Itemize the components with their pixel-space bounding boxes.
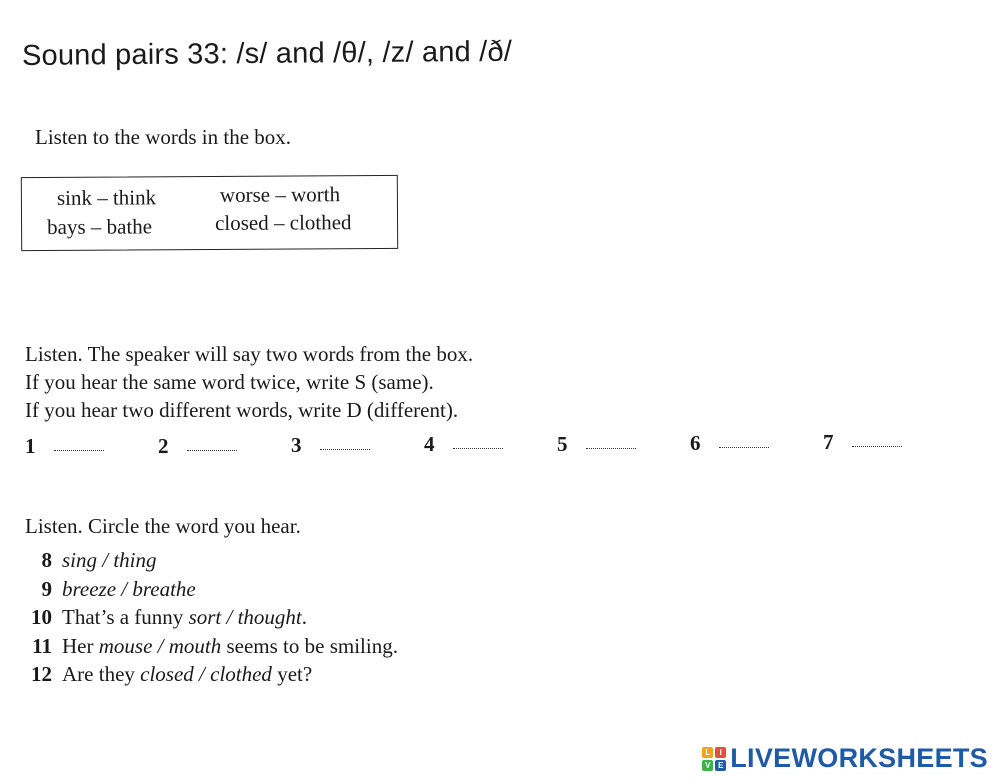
- answer-number: 3: [291, 433, 302, 457]
- page-title: Sound pairs 33: /s/ and /θ/, /z/ and /ð/: [21, 35, 513, 72]
- word-choice[interactable]: closed / clothed: [140, 662, 272, 686]
- question-item: [22, 577, 398, 606]
- answer-blank[interactable]: [719, 447, 769, 448]
- answer-blank[interactable]: [54, 450, 104, 451]
- logo-letter: E: [715, 760, 726, 771]
- question-text: Her: [62, 633, 99, 658]
- logo-letter: V: [702, 760, 713, 771]
- question-item: [22, 662, 398, 691]
- circle-instruction: Listen. Circle the word you hear.: [25, 514, 301, 538]
- instruction-line: If you hear the same word twice, write S (same).: [25, 370, 434, 394]
- answer-blank[interactable]: [453, 448, 503, 449]
- question-number: 10: [31, 605, 52, 629]
- answer-item[interactable]: [690, 431, 769, 456]
- instruction-line: If you hear two different words, write D (different).: [25, 398, 459, 422]
- question-number: 8: [41, 548, 52, 572]
- answer-item[interactable]: [823, 430, 902, 455]
- question-number: 12: [31, 662, 52, 686]
- question-item: [22, 548, 398, 577]
- answer-blank[interactable]: [320, 449, 370, 450]
- question-number: 9: [41, 576, 52, 601]
- word-choice[interactable]: mouse / mouth: [98, 633, 222, 658]
- word-choice[interactable]: sing / thing: [62, 548, 157, 572]
- answer-number: 2: [158, 434, 169, 458]
- question-text: .: [301, 605, 307, 629]
- instruction-line: Listen. The speaker will say two words from the box.: [25, 342, 474, 366]
- logo-letter: I: [715, 747, 726, 758]
- word-pair: sink – think: [56, 185, 157, 210]
- question-list: [22, 548, 398, 691]
- answer-blank[interactable]: [187, 450, 237, 451]
- answer-blank[interactable]: [852, 446, 902, 447]
- question-text: yet?: [271, 662, 313, 686]
- liveworksheets-logo: [702, 743, 988, 774]
- answer-number: 7: [823, 430, 834, 454]
- question-text: That’s a funny: [62, 605, 189, 629]
- answer-number: 1: [25, 434, 36, 458]
- answer-blank[interactable]: [586, 448, 636, 449]
- word-choice[interactable]: sort / thought: [188, 605, 302, 629]
- answer-item[interactable]: [158, 434, 237, 459]
- question-text: Are they: [62, 662, 141, 686]
- logo-letter: L: [702, 747, 713, 758]
- question-item: [22, 634, 398, 663]
- word-box: [21, 175, 398, 251]
- logo-icon: [702, 747, 726, 771]
- word-choice[interactable]: breeze / breathe: [62, 576, 196, 601]
- question-item: [22, 605, 398, 634]
- word-pair: worse – worth: [219, 182, 341, 207]
- answer-number: 5: [557, 432, 568, 456]
- question-number: 11: [32, 633, 52, 658]
- answer-number: 6: [690, 431, 701, 455]
- answer-item[interactable]: [291, 433, 370, 458]
- question-text: seems to be smiling.: [221, 633, 398, 658]
- answer-row: [25, 432, 925, 462]
- box-instruction: Listen to the words in the box.: [35, 125, 292, 149]
- answer-item[interactable]: [25, 434, 104, 459]
- answer-number: 4: [424, 432, 435, 456]
- answer-item[interactable]: [424, 432, 503, 457]
- answer-item[interactable]: [557, 432, 636, 457]
- word-pair: bays – bathe: [47, 214, 153, 239]
- logo-text: LIVEWORKSHEETS: [730, 743, 988, 773]
- word-pair: closed – clothed: [214, 210, 352, 235]
